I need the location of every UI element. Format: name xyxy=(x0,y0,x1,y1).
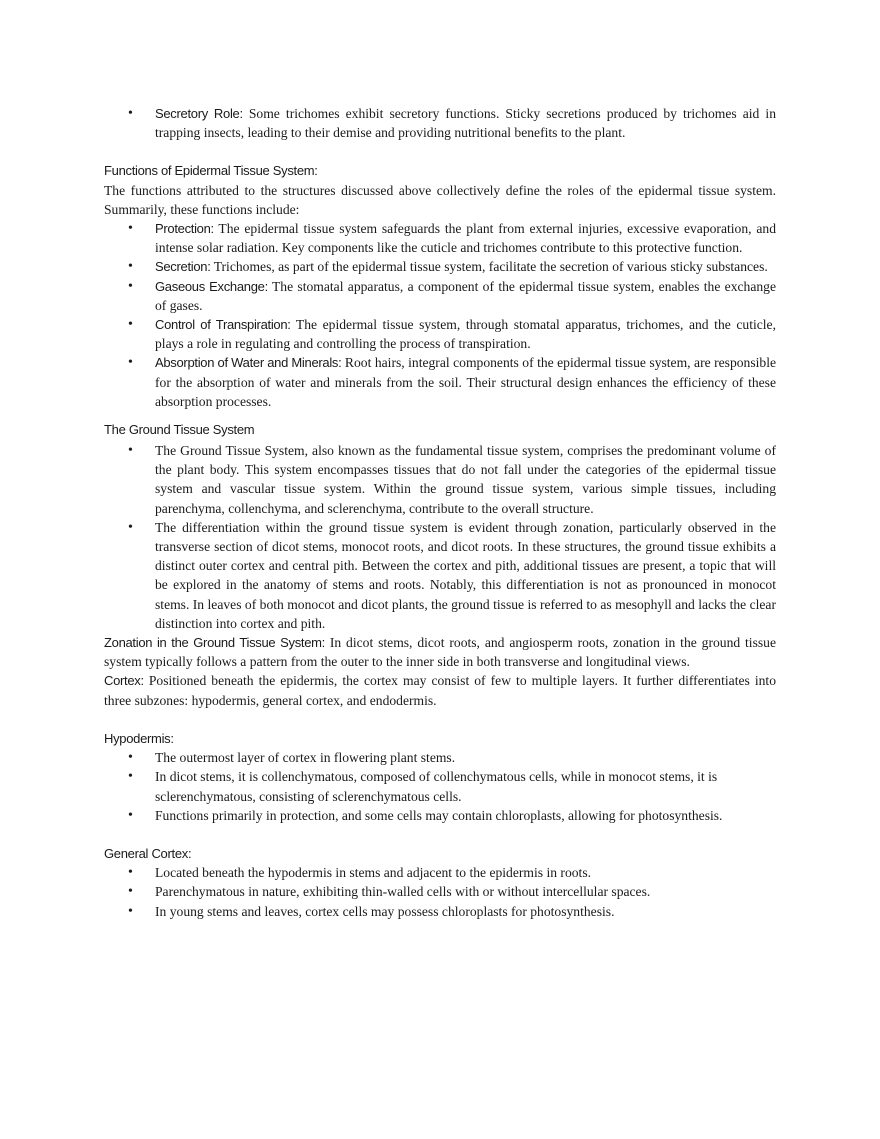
list-item xyxy=(104,277,776,315)
section-heading: Functions of Epidermal Tissue System: xyxy=(104,163,318,179)
list-item xyxy=(104,257,776,276)
item-label: Secretory Role: xyxy=(155,106,243,121)
list-item: • In young stems and leaves, cortex cells may possess chloroplasts for photosynthesis. xyxy=(104,902,776,921)
item-text: Some trichomes exhibit secretory functions. Sticky secretions produced by trichomes aid in trapping insects, leading to their demise and providing nutritional benefits to the plant. xyxy=(155,106,776,141)
item-text: The stomatal apparatus, a component of the epidermal tissue system, enables the exchange of gases. xyxy=(155,278,777,313)
item-text: Trichomes, as part of the epidermal tissue system, facilitate the secretion of various sticky substances. xyxy=(210,259,768,275)
list-item: • Parenchymatous in nature, exhibiting thin-walled cells with or without intercellular spaces. xyxy=(104,882,776,901)
document-page xyxy=(104,104,776,921)
list-item: • In dicot stems, it is collenchymatous, composed of collenchymatous cells, while in monocot stems, it is sclerenchymatous, consisting of sclerenchymatous cells. xyxy=(104,767,776,805)
list-item: • The Ground Tissue System, also known as the fundamental tissue system, comprises the predominant volume of the plant body. This system encompasses tissues that do not fall under the categories of the epidermal tissue system and vascular tissue system. Within the ground tissue system, various simple tissues, including parenchyma, collenchyma, and sclerenchyma, contribute to the overall structure. xyxy=(104,441,776,518)
list-item xyxy=(104,104,776,142)
cortex-label: Cortex: xyxy=(104,673,144,689)
zonation-paragraph xyxy=(104,633,776,671)
item-text: The epidermal tissue system, through stomatal apparatus, trichomes, and the cuticle, plays a role in regulating and controlling the process of transpiration. xyxy=(155,317,776,352)
item-label: Gaseous Exchange: xyxy=(155,278,268,294)
paragraph: The functions attributed to the structures discussed above collectively define the roles of the epidermal tissue system. Summarily, these functions include: xyxy=(104,182,776,217)
list-item: • Functions primarily in protection, and some cells may contain chloroplasts, allowing for photosynthesis. xyxy=(104,806,776,825)
hypodermis-list xyxy=(104,748,776,825)
item-label: Control of Transpiration: xyxy=(155,317,291,333)
list-item xyxy=(104,219,776,257)
list-item xyxy=(104,353,776,411)
functions-list xyxy=(104,219,776,411)
section-heading: General Cortex: xyxy=(104,845,192,861)
general-cortex-list xyxy=(104,863,776,921)
list-item: • The outermost layer of cortex in flowering plant stems. xyxy=(104,748,776,767)
zonation-text: In dicot stems, dicot roots, and angiosperm roots, zonation in the ground tissue system typically follows a pattern from the outer to the inner side in both transverse and longitudinal views. xyxy=(104,635,776,670)
list-item xyxy=(104,315,776,353)
list-item: • Located beneath the hypodermis in stems and adjacent to the epidermis in roots. xyxy=(104,863,776,882)
item-text: The epidermal tissue system safeguards the plant from external injuries, excessive evaporation, and intense solar radiation. Key components like the cuticle and trichomes contribute to this protective function. xyxy=(155,221,776,256)
item-label: Secretion: xyxy=(155,259,211,275)
item-text: Root hairs, integral components of the epidermal tissue system, are responsible for the absorption of water and minerals from the soil. Their structural design enhances the efficiency of these absorption processes. xyxy=(155,355,777,409)
ground-list xyxy=(104,441,776,633)
cortex-text: Positioned beneath the epidermis, the cortex may consist of few to multiple layers. It further differentiates into three subzones: hypodermis, general cortex, and endodermis. xyxy=(104,673,776,708)
item-label: Absorption of Water and Minerals: xyxy=(155,355,342,371)
section-title: The Ground Tissue System xyxy=(104,422,255,438)
list-item: • The differentiation within the ground tissue system is evident through zonation, particularly observed in the transverse section of dicot stems, monocot roots, and dicot roots. In these structures, the ground tissue exhibits a distinct outer cortex and central pith. Between the cortex and pith, additional tissues are present, a topic that will be explored in the anatomy of stems and roots. Notably, this differentiation is not as pronounced in monocot stems. In leaves of both monocot and dicot plants, the ground tissue is referred to as mesophyll and lacks the clear distinction into cortex and pith. xyxy=(104,518,776,633)
item-label: Protection: xyxy=(155,221,214,237)
zonation-label: Zonation in the Ground Tissue System: xyxy=(104,635,325,651)
cortex-paragraph xyxy=(104,671,776,709)
section-heading: Hypodermis: xyxy=(104,730,174,746)
intro-list xyxy=(104,104,776,142)
